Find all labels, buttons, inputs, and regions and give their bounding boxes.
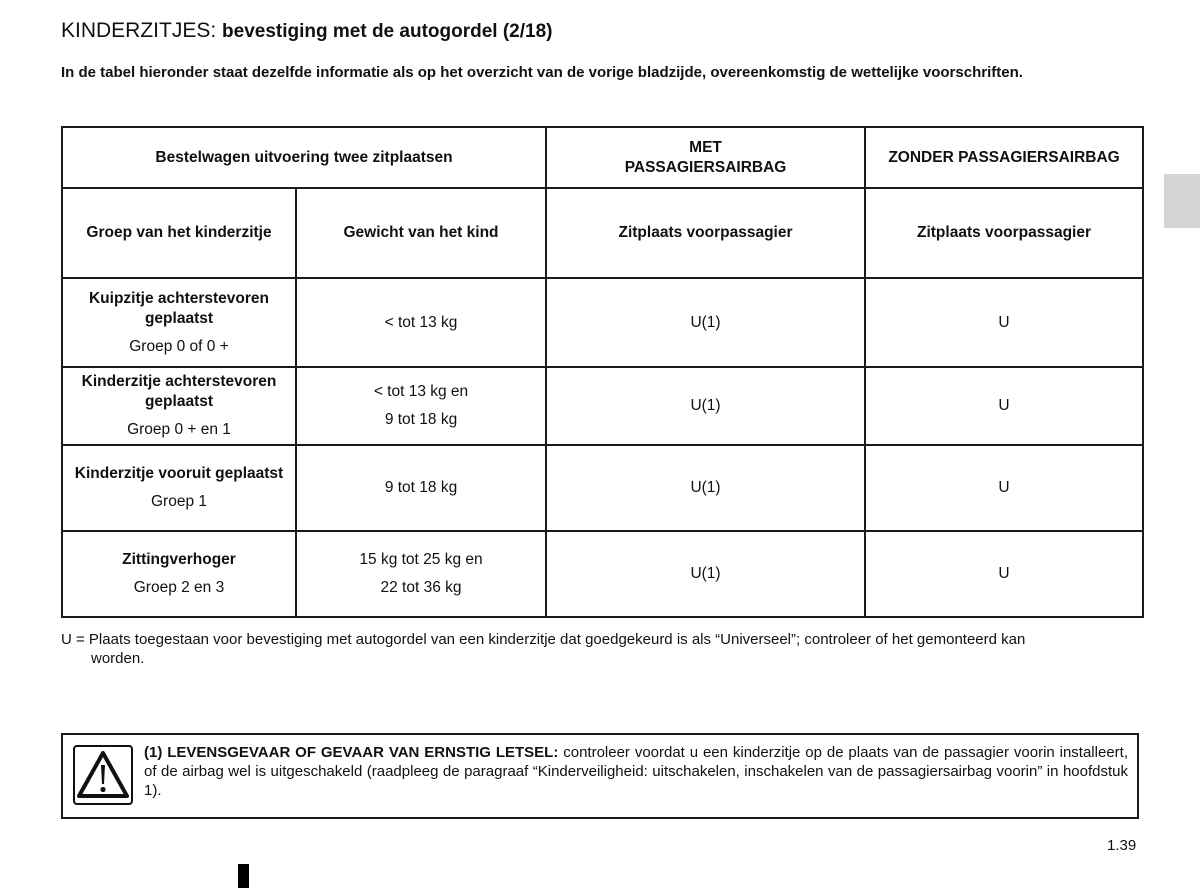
without-airbag-cell: U [865,367,1143,445]
print-mark [238,864,249,888]
page-title [61,19,552,43]
group-cell [62,531,296,617]
weight-line: 22 tot 36 kg [380,579,462,596]
header-vehicle: Bestelwagen uitvoering twee zitplaatsen [62,127,546,188]
footnote-line: U = Plaats toegestaan voor bevestiging met autogordel van een kinderzitje dat goedgekeurd is als “Universeel”; controleer of het gemonteerd kan [61,631,1026,648]
subheader-weight: Gewicht van het kind [296,188,546,278]
header-with-airbag: MET PASSAGIERSAIRBAG [546,127,865,188]
page-number: 1.39 [1107,837,1137,854]
table-row [62,278,1143,367]
group-cell [62,278,296,367]
with-airbag-cell: U(1) [546,531,865,617]
group-name: Kuipzitje achterstevoren geplaatst [88,289,270,327]
footnote [61,630,1141,668]
group-cell [62,367,296,445]
child-seat-table [61,126,1144,618]
group-number: Groep 2 en 3 [133,579,225,596]
chapter-tab [1164,174,1200,228]
subheader-seat-without: Zitplaats voorpassagier [865,188,1143,278]
subheader-seat-with: Zitplaats voorpassagier [546,188,865,278]
warning-box [61,733,1139,819]
table-row [62,367,1143,445]
weight-cell [296,531,546,617]
table-header-row [62,127,1143,188]
table-row [62,531,1143,617]
footnote-line: worden. [91,650,145,667]
weight-line: 9 tot 18 kg [384,479,458,496]
group-name: Zittingverhoger [122,551,236,568]
without-airbag-cell: U [865,531,1143,617]
with-airbag-cell: U(1) [546,278,865,367]
table-subheader-row [62,188,1143,278]
with-airbag-cell: U(1) [546,367,865,445]
weight-cell [296,367,546,445]
weight-line: 9 tot 18 kg [384,411,458,428]
title-sub: bevestiging met de autogordel (2/18) [222,21,553,42]
weight-line: < tot 13 kg [384,313,458,331]
warning-triangle-icon [73,745,133,805]
warning-text [144,743,1128,800]
group-number: Groep 0 of 0 + [129,337,229,355]
warning-body: controleer voordat u een kinderzitje op de plaats van de passagier voorin installeert, of de airbag wel is uitgeschakeld (raadpleeg de paragraaf “Kinderveiligheid: uitschakelen, inschakelen van de passagiersairbag voorin” in hoofdstuk 1). [144,744,1128,799]
group-number: Groep 0 + en 1 [127,421,231,438]
group-name: Kinderzitje vooruit geplaatst [74,465,284,482]
without-airbag-cell: U [865,278,1143,367]
weight-line: 15 kg tot 25 kg en [359,551,483,568]
group-name: Kinderzitje achterstevoren geplaatst [81,373,277,410]
table-row [62,445,1143,531]
group-number: Groep 1 [150,493,207,510]
with-airbag-cell: U(1) [546,445,865,531]
warning-title: (1) LEVENSGEVAAR OF GEVAAR VAN ERNSTIG LETSEL: [144,744,559,761]
title-main: KINDERZITJES: [61,19,217,42]
weight-cell [296,445,546,531]
header-without-airbag: ZONDER PASSAGIERSAIRBAG [865,127,1143,188]
without-airbag-cell: U [865,445,1143,531]
weight-cell [296,278,546,367]
intro-text: In de tabel hieronder staat dezelfde informatie als op het overzicht van de vorige bladzijde, overeenkomstig de wettelijke voorschriften. [61,64,1023,81]
weight-line: < tot 13 kg en [373,383,469,400]
group-cell [62,445,296,531]
subheader-group: Groep van het kinderzitje [62,188,296,278]
